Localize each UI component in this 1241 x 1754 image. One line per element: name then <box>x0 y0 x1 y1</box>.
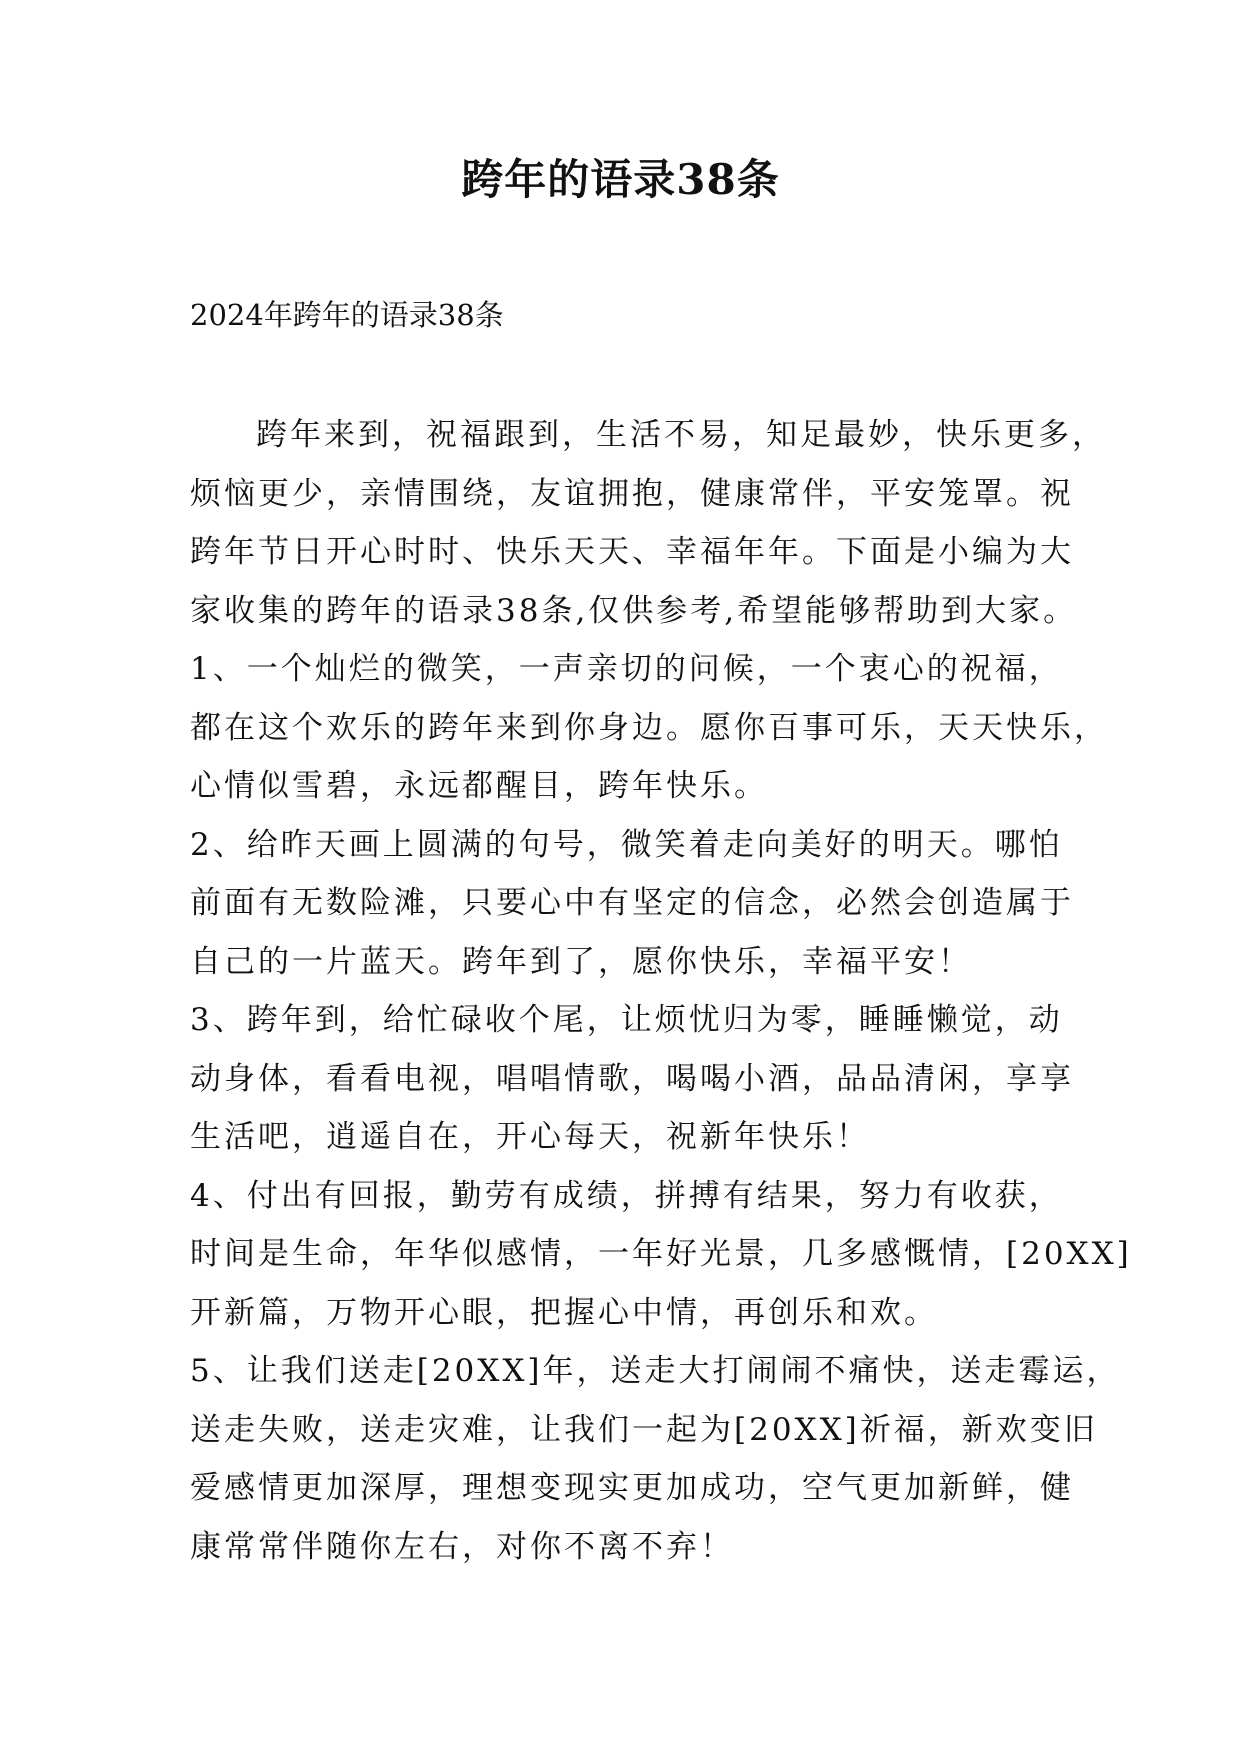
paragraph-line: 跨年节日开心时时、快乐天天、幸福年年。下面是小编为大 <box>190 534 1074 570</box>
paragraph-line: 烦恼更少，亲情围绕，友谊拥抱，健康常伴，平安笼罩。祝 <box>190 475 1074 512</box>
document-body <box>190 406 1132 1576</box>
paragraph-line: 爱感情更加深厚，理想变现实更加成功，空气更加新鲜，健 <box>190 1470 1074 1506</box>
paragraph-line: 家收集的跨年的语录38条,仅供参考,希望能够帮助到大家。 <box>190 592 1078 629</box>
paragraph-line: 时间是生命，年华似感情，一年好光景，几多感慨情，[20XX] <box>190 1236 1132 1272</box>
paragraph-line: 心情似雪碧，永远都醒目，跨年快乐。 <box>190 768 768 804</box>
paragraph-line: 前面有无数险滩，只要心中有坚定的信念，必然会创造属于 <box>190 885 1074 921</box>
paragraph-line: 4、付出有回报，勤劳有成绩，拼搏有结果，努力有收获， <box>190 1177 1063 1214</box>
paragraph-line: 送走失败，送走灾难，让我们一起为[20XX]祈福，新欢变旧 <box>190 1411 1098 1448</box>
paragraph-line: 5、让我们送走[20XX]年，送走大打闹闹不痛快，送走霉运， <box>190 1353 1121 1389</box>
paragraph-line: 动身体，看看电视，唱唱情歌，喝喝小酒，品品清闲，享享 <box>190 1060 1074 1097</box>
paragraph-line: 1、一个灿烂的微笑，一声亲切的问候，一个衷心的祝福， <box>190 651 1063 687</box>
paragraph-line: 生活吧，逍遥自在，开心每天，祝新年快乐！ <box>190 1119 870 1155</box>
paragraph-line: 开新篇，万物开心眼，把握心中情，再创乐和欢。 <box>190 1294 938 1331</box>
document-subtitle: 2024年跨年的语录38条 <box>190 298 504 332</box>
paragraph-line: 自己的一片蓝天。跨年到了，愿你快乐，幸福平安！ <box>190 943 972 980</box>
paragraph-line: 3、跨年到，给忙碌收个尾，让烦忧归为零，睡睡懒觉，动 <box>190 1002 1063 1038</box>
paragraph-line: 跨年来到，祝福跟到，生活不易，知足最妙，快乐更多， <box>256 417 1106 453</box>
paragraph-line: 康常常伴随你左右，对你不离不弃！ <box>190 1528 734 1565</box>
paragraph-line: 2、给昨天画上圆满的句号，微笑着走向美好的明天。哪怕 <box>190 826 1063 863</box>
paragraph-line: 都在这个欢乐的跨年来到你身边。愿你百事可乐，天天快乐， <box>190 709 1108 746</box>
document-title: 跨年的语录38条 <box>461 155 780 204</box>
